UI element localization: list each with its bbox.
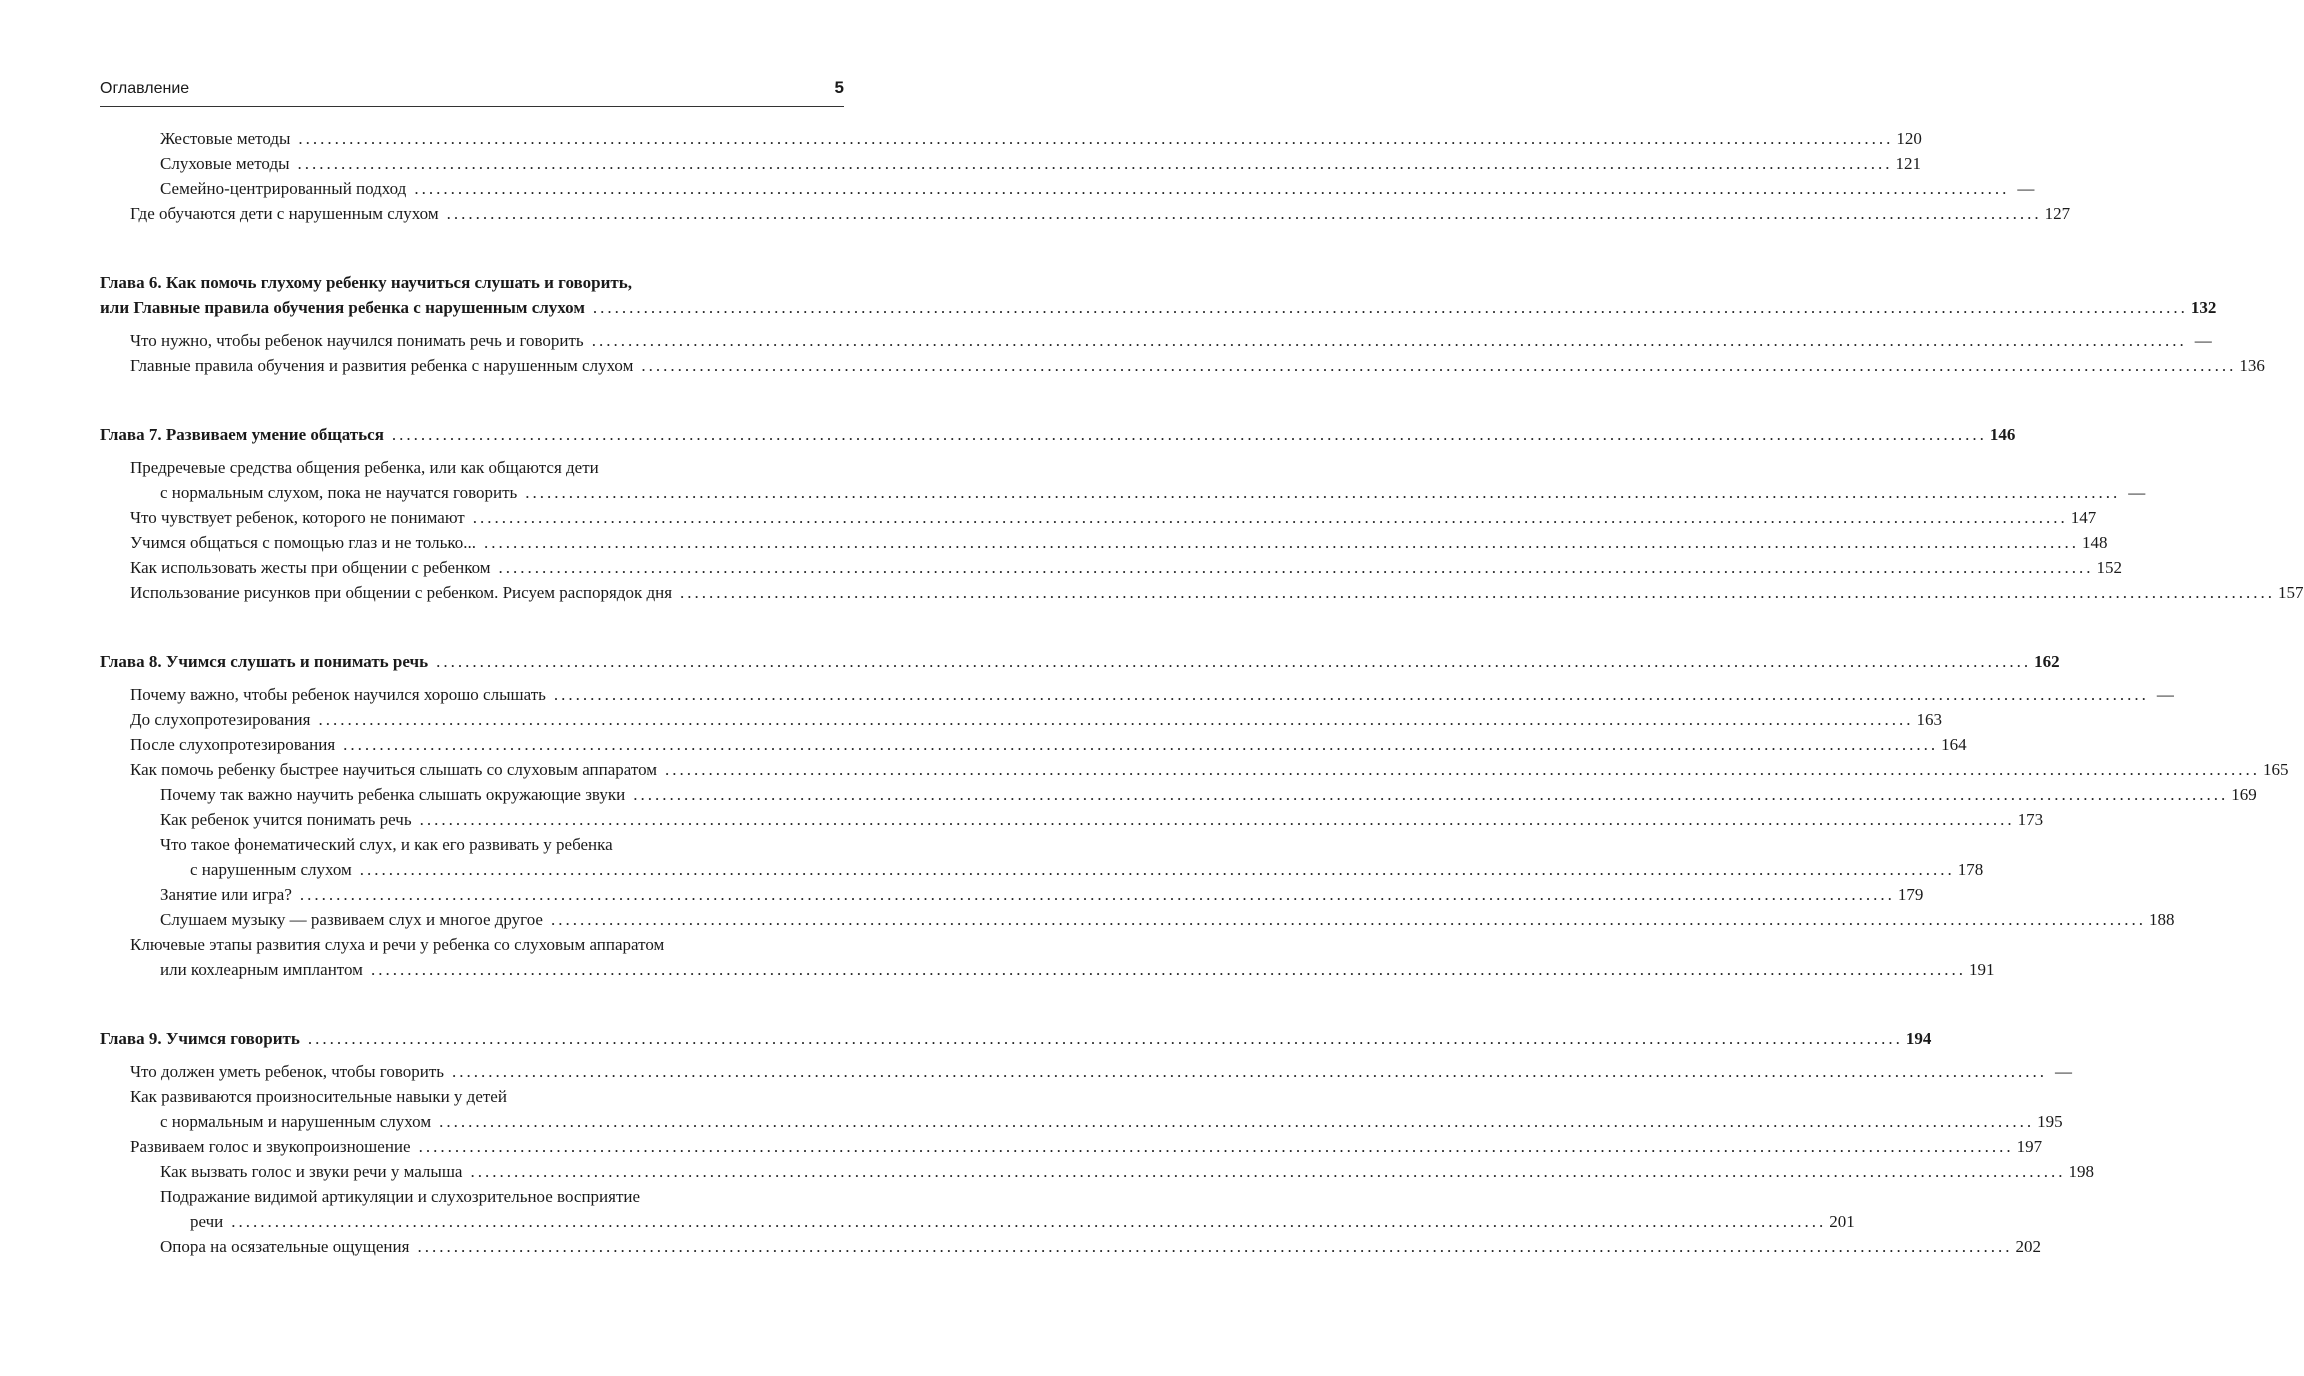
toc-page-number: 146 xyxy=(1989,425,2016,444)
toc-entry-line xyxy=(100,530,2108,555)
toc-entry-title: Занятие или игра? xyxy=(160,885,292,904)
toc-entry-title: Подражание видимой артикуляции и слухозрительное восприятие xyxy=(160,1187,641,1206)
toc-page-number: 157 xyxy=(2278,583,2304,602)
toc-entry-title: с нормальным слухом, пока не научатся говорить xyxy=(160,483,518,502)
toc-dot-leader: ............................................................................................................................................................................................................................ xyxy=(419,810,2015,829)
toc-dot-leader: ............................................................................................................................................................................................................................ xyxy=(231,1212,1827,1231)
toc-entry-title: Что должен уметь ребенок, чтобы говорить xyxy=(130,1062,445,1081)
toc-entry-line xyxy=(100,555,2123,580)
toc-entry-title: Ключевые этапы развития слуха и речи у ребенка со слуховым аппаратом xyxy=(130,935,665,954)
toc-dot-leader: ............................................................................................................................................................................................................................ xyxy=(498,558,2094,577)
toc-dot-leader: ............................................................................................................................................................................................................................ xyxy=(297,154,1893,173)
toc-dot-leader: ............................................................................................................................................................................................................................ xyxy=(359,860,1955,879)
toc-dot-leader: ............................................................................................................................................................................................................................ xyxy=(439,1112,2035,1131)
toc-dot-leader: ............................................................................................................................................................................................................................ xyxy=(665,760,2261,779)
toc-entry-title: Глава 6. Как помочь глухому ребенку научиться слушать и говорить, xyxy=(100,273,632,292)
toc-entry-line xyxy=(100,732,1967,757)
toc-dot-leader: ............................................................................................................................................................................................................................ xyxy=(470,1162,2066,1181)
toc-page-number: 136 xyxy=(2239,356,2265,375)
toc-entry-title: Использование рисунков при общении с ребенком. Рисуем распорядок дня xyxy=(130,583,673,602)
toc-entry-title: Как помочь ребенку быстрее научиться слышать со слуховым аппаратом xyxy=(130,760,658,779)
toc-entry-title: После слухопротезирования xyxy=(130,735,336,754)
toc-page-number: 132 xyxy=(2190,298,2217,317)
toc-dot-leader: ............................................................................................................................................................................................................................ xyxy=(633,785,2229,804)
toc-dot-leader: ............................................................................................................................................................................................................................ xyxy=(298,129,1894,148)
toc-entry-line xyxy=(100,1184,844,1209)
toc-chapter-line xyxy=(100,649,2060,674)
toc-entry-line xyxy=(100,1234,2041,1259)
toc-page-number: — xyxy=(2194,331,2212,350)
toc-page-number: 148 xyxy=(2082,533,2108,552)
toc-page-number: 195 xyxy=(2037,1112,2063,1131)
toc-dot-leader: ............................................................................................................................................................................................................................ xyxy=(641,356,2237,375)
toc-dot-leader: ............................................................................................................................................................................................................................ xyxy=(307,1029,1903,1048)
toc-page-number: 127 xyxy=(2044,204,2071,223)
toc-chapter-line xyxy=(100,1026,1932,1051)
toc-dot-leader: ............................................................................................................................................................................................................................ xyxy=(484,533,2080,552)
toc-entry-title: Что чувствует ребенок, которого не понимают xyxy=(130,508,465,527)
toc-dot-leader: ............................................................................................................................................................................................................................ xyxy=(680,583,2276,602)
running-header xyxy=(100,78,844,107)
toc-entry-line xyxy=(100,1059,2073,1084)
toc-entry-title: Как развиваются произносительные навыки у детей xyxy=(130,1087,507,1106)
toc-entry-line xyxy=(100,1134,2043,1159)
toc-entry-title: Учимся общаться с помощью глаз и не только... xyxy=(130,533,477,552)
toc-page-number: 191 xyxy=(1968,960,1995,979)
toc-chapter-line xyxy=(100,295,2217,320)
toc-page-number: 152 xyxy=(2096,558,2123,577)
toc-entry-title: Семейно-центрированный подход xyxy=(160,179,407,198)
toc-page-number: 202 xyxy=(2015,1237,2041,1256)
toc-entry-title: Развиваем голос и звукопроизношение xyxy=(130,1137,411,1156)
toc-entry-title: Слуховые методы xyxy=(160,154,290,173)
toc-entry-title: Глава 9. Учимся говорить xyxy=(100,1029,300,1048)
toc-page-number: 194 xyxy=(1905,1029,1932,1048)
toc-entry-title: Опора на осязательные ощущения xyxy=(160,1237,410,1256)
toc-entry-line xyxy=(100,1084,844,1109)
toc-dot-leader: ............................................................................................................................................................................................................................ xyxy=(553,685,2149,704)
toc-dot-leader: ............................................................................................................................................................................................................................ xyxy=(318,710,1914,729)
toc-entry-title: Главные правила обучения и развития ребенка с нарушенным слухом xyxy=(130,356,634,375)
toc-page-number: 188 xyxy=(2148,910,2175,929)
toc-dot-leader: ............................................................................................................................................................................................................................ xyxy=(436,652,2032,671)
toc-entry-title: Что нужно, чтобы ребенок научился понимать речь и говорить xyxy=(130,331,584,350)
toc-page-number: — xyxy=(2156,685,2174,704)
toc-entry-line xyxy=(100,328,2212,353)
toc-page-number: 197 xyxy=(2016,1137,2043,1156)
toc-entry-line xyxy=(100,480,2146,505)
toc-entry-line xyxy=(100,1109,2063,1134)
toc-entry-title: или кохлеарным имплантом xyxy=(160,960,363,979)
toc-page-number: 179 xyxy=(1897,885,1924,904)
toc-entry-line xyxy=(100,126,1922,151)
toc-page-number: 173 xyxy=(2017,810,2044,829)
toc-page-number: 120 xyxy=(1896,129,1922,148)
toc-entry-line xyxy=(100,932,844,957)
toc-entry-title: Что такое фонематический слух, и как его развивать у ребенка xyxy=(160,835,613,854)
toc-dot-leader: ............................................................................................................................................................................................................................ xyxy=(525,483,2121,502)
toc-page-number: 178 xyxy=(1957,860,1984,879)
toc-entry-line xyxy=(100,707,1942,732)
toc-dot-leader: ............................................................................................................................................................................................................................ xyxy=(591,331,2187,350)
toc-page-number: 198 xyxy=(2068,1162,2094,1181)
toc-chapter-line xyxy=(100,270,844,295)
toc-entry-title: Почему важно, чтобы ребенок научился хорошо слышать xyxy=(130,685,546,704)
toc-dot-leader: ............................................................................................................................................................................................................................ xyxy=(446,204,2042,223)
toc-entry-title: Глава 8. Учимся слушать и понимать речь xyxy=(100,652,429,671)
toc-entry-title: Как использовать жесты при общении с ребенком xyxy=(130,558,491,577)
table-of-contents xyxy=(100,126,2304,1259)
toc-dot-leader: ............................................................................................................................................................................................................................ xyxy=(414,179,2010,198)
toc-entry-title: Где обучаются дети с нарушенным слухом xyxy=(130,204,439,223)
toc-entry-title: Как ребенок учится понимать речь xyxy=(160,810,412,829)
toc-entry-line xyxy=(100,151,1922,176)
toc-dot-leader: ............................................................................................................................................................................................................................ xyxy=(592,298,2188,317)
toc-entry-title: Почему так важно научить ребенка слышать окружающие звуки xyxy=(160,785,626,804)
toc-page-number: 121 xyxy=(1895,154,1922,173)
toc-entry-line xyxy=(100,176,2035,201)
toc-entry-line xyxy=(100,907,2175,932)
toc-dot-leader: ............................................................................................................................................................................................................................ xyxy=(391,425,1987,444)
toc-entry-title: речи xyxy=(190,1212,224,1231)
toc-entry-title: Как вызвать голос и звуки речи у малыша xyxy=(160,1162,463,1181)
toc-page-number: 147 xyxy=(2070,508,2097,527)
toc-dot-leader: ............................................................................................................................................................................................................................ xyxy=(418,1137,2014,1156)
toc-page-number: 163 xyxy=(1916,710,1942,729)
toc-entry-title: с нормальным и нарушенным слухом xyxy=(160,1112,432,1131)
toc-page-number: 164 xyxy=(1941,735,1967,754)
toc-entry-line xyxy=(100,832,844,857)
toc-entry-line xyxy=(100,807,2044,832)
toc-dot-leader: ............................................................................................................................................................................................................................ xyxy=(417,1237,2013,1256)
toc-entry-line xyxy=(100,580,2304,605)
toc-entry-line xyxy=(100,782,2257,807)
toc-entry-line xyxy=(100,957,1995,982)
toc-entry-title: с нарушенным слухом xyxy=(190,860,352,879)
toc-page-number: 169 xyxy=(2231,785,2257,804)
toc-page-number: — xyxy=(2128,483,2146,502)
toc-dot-leader: ............................................................................................................................................................................................................................ xyxy=(370,960,1966,979)
toc-entry-line xyxy=(100,455,844,480)
toc-page-number: — xyxy=(2055,1062,2073,1081)
toc-entry-line xyxy=(100,353,2265,378)
toc-dot-leader: ............................................................................................................................................................................................................................ xyxy=(452,1062,2048,1081)
toc-entry-title: Предречевые средства общения ребенка, или как общаются дети xyxy=(130,458,599,477)
toc-entry-line xyxy=(100,882,1924,907)
toc-dot-leader: ............................................................................................................................................................................................................................ xyxy=(299,885,1895,904)
toc-entry-line xyxy=(100,757,2289,782)
toc-entry-title: До слухопротезирования xyxy=(130,710,311,729)
toc-entry-line xyxy=(100,505,2097,530)
running-header-title: Оглавление xyxy=(100,80,190,97)
toc-page-number: — xyxy=(2017,179,2035,198)
toc-entry-line xyxy=(100,1159,2094,1184)
toc-entry-title: или Главные правила обучения ребенка с нарушенным слухом xyxy=(100,298,585,317)
toc-entry-title: Слушаем музыку — развиваем слух и многое другое xyxy=(160,910,543,929)
toc-dot-leader: ............................................................................................................................................................................................................................ xyxy=(550,910,2146,929)
toc-page-number: 165 xyxy=(2263,760,2289,779)
toc-entry-title: Глава 7. Развиваем умение общаться xyxy=(100,425,384,444)
toc-dot-leader: ............................................................................................................................................................................................................................ xyxy=(472,508,2068,527)
toc-page-number: 201 xyxy=(1829,1212,1855,1231)
toc-entry-line xyxy=(100,201,2071,226)
toc-entry-title: Жестовые методы xyxy=(160,129,291,148)
page-number: 5 xyxy=(834,78,844,97)
toc-page-number: 162 xyxy=(2034,652,2060,671)
toc-entry-line xyxy=(100,857,1984,882)
toc-chapter-line xyxy=(100,422,2016,447)
toc-entry-line xyxy=(100,682,2174,707)
toc-dot-leader: ............................................................................................................................................................................................................................ xyxy=(343,735,1939,754)
toc-entry-line xyxy=(100,1209,1855,1234)
